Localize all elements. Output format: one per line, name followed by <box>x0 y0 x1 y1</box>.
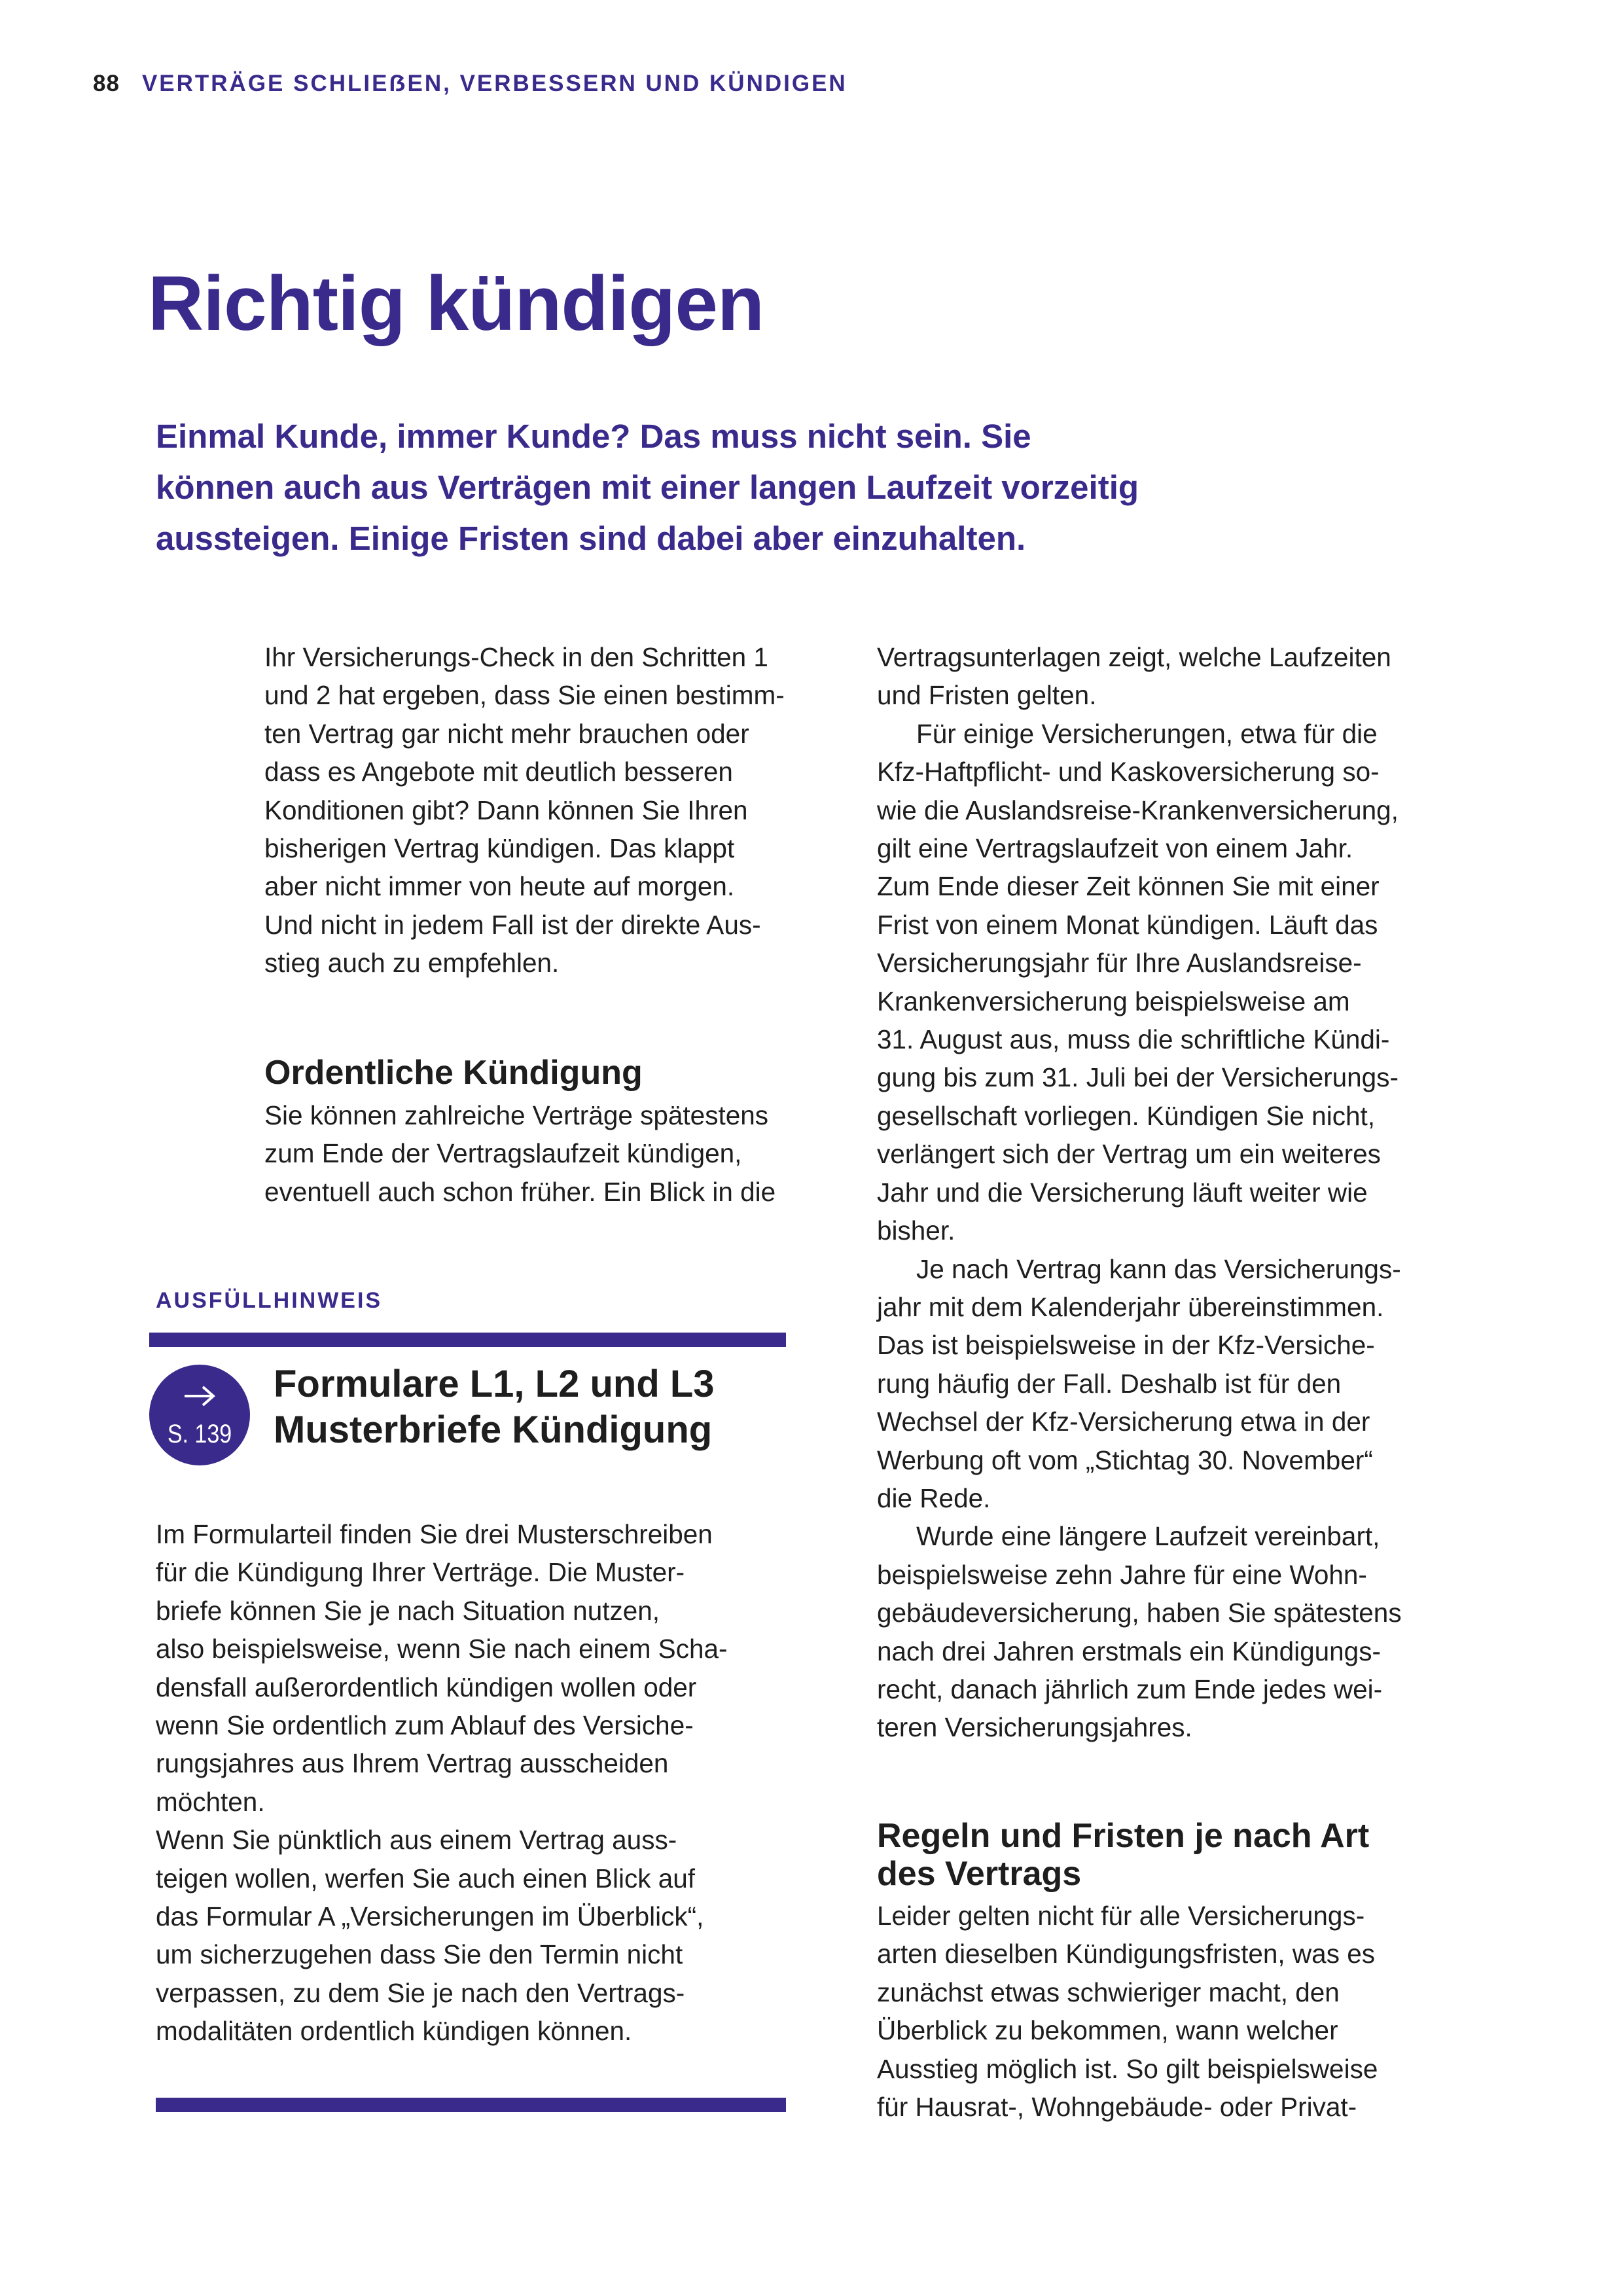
text-line: recht, danach jährlich zum Ende jedes wei- <box>877 1674 1383 1704</box>
text-line: Konditionen gibt? Dann können Sie Ihren <box>264 795 748 825</box>
running-header <box>93 71 847 97</box>
text-line: wenn Sie ordentlich zum Ablauf des Versiche- <box>156 1710 694 1741</box>
text-line: Vertragsunterlagen zeigt, welche Laufzeiten <box>877 642 1391 672</box>
text-line: gebäudeversicherung, haben Sie spätestens <box>877 1598 1402 1628</box>
info-box-title-line: Formulare L1, L2 und L3 <box>274 1363 715 1405</box>
subhead-ordentliche-kuendigung: Ordentliche Kündigung <box>264 1054 643 1092</box>
text-line: also beispielsweise, wenn Sie nach einem Scha- <box>156 1634 728 1664</box>
info-box-title <box>274 1361 715 1453</box>
page-reference-badge[interactable] <box>149 1365 250 1465</box>
text-line: teren Versicherungsjahres. <box>877 1712 1192 1743</box>
text-line: teigen wollen, werfen Sie auch einen Blick auf <box>156 1863 696 1893</box>
text-line: gesellschaft vorliegen. Kündigen Sie nicht, <box>877 1100 1375 1131</box>
text-line: zunächst etwas schwieriger macht, den <box>877 1977 1340 2007</box>
text-line: dass es Angebote mit deutlich besseren <box>264 757 733 787</box>
text-line: Ihr Versicherungs-Check in den Schritten 1 <box>264 642 768 672</box>
page-title: Richtig kündigen <box>148 260 764 347</box>
text-line: Im Formularteil finden Sie drei Musterschreiben <box>156 1519 713 1549</box>
right-column-text <box>877 638 1402 1747</box>
text-line: Sie können zahlreiche Verträge spätestens <box>264 1100 768 1130</box>
text-line: densfall außerordentlich kündigen wollen oder <box>156 1672 697 1702</box>
text-line: bisherigen Vertrag kündigen. Das klappt <box>264 833 735 864</box>
text-line: Wechsel der Kfz-Versicherung etwa in der <box>877 1407 1370 1437</box>
intro-line: Einmal Kunde, immer Kunde? Das muss nicht sein. Sie <box>156 418 1031 455</box>
text-line: Überblick zu bekommen, wann welcher <box>877 2015 1338 2046</box>
text-line: Und nicht in jedem Fall ist der direkte Aus- <box>264 909 761 940</box>
text-line: verpassen, zu dem Sie je nach den Vertrags- <box>156 1977 685 2008</box>
info-box-body <box>156 1515 727 2051</box>
text-line: Je nach Vertrag kann das Versicherungs- <box>916 1253 1401 1284</box>
text-line: Ausstieg möglich ist. So gilt beispielsweise <box>877 2053 1378 2084</box>
text-line: rungsjahres aus Ihrem Vertrag ausscheiden <box>156 1748 669 1779</box>
text-line: stieg auch zu empfehlen. <box>264 948 560 978</box>
text-line: bisher. <box>877 1215 955 1246</box>
text-line: Zum Ende dieser Zeit können Sie mit einer <box>877 871 1380 902</box>
page-reference: S. 139 <box>167 1420 232 1448</box>
text-line: modalitäten ordentlich kündigen können. <box>156 2016 632 2047</box>
subhead-line: Regeln und Fristen je nach Art <box>877 1817 1370 1855</box>
text-line: gung bis zum 31. Juli bei der Versicherungs- <box>877 1062 1399 1093</box>
info-box-title-line: Musterbriefe Kündigung <box>274 1408 713 1451</box>
info-box-label: AUSFÜLLHINWEIS <box>156 1288 383 1313</box>
info-box-top-rule <box>149 1333 786 1347</box>
right-column-text-2 <box>877 1897 1378 2126</box>
text-line: Wenn Sie pünktlich aus einem Vertrag auss- <box>156 1825 677 1856</box>
text-line: zum Ende der Vertragslaufzeit kündigen, <box>264 1138 742 1169</box>
text-line: Jahr und die Versicherung läuft weiter wie <box>877 1177 1368 1208</box>
running-title: VERTRÄGE SCHLIEẞEN, VERBESSERN UND KÜNDIGEN <box>141 71 847 96</box>
left-paragraph-2 <box>264 1096 776 1211</box>
intro-line: können auch aus Verträgen mit einer langen Laufzeit vorzeitig <box>156 469 1139 506</box>
text-line: arten dieselben Kündigungsfristen, was es <box>877 1939 1375 1969</box>
text-line: verlängert sich der Vertrag um ein weiteres <box>877 1139 1381 1170</box>
text-line: das Formular A „Versicherungen im Überblick“, <box>156 1901 704 1932</box>
text-line: und Fristen gelten. <box>877 680 1097 711</box>
text-line: beispielsweise zehn Jahre für eine Wohn- <box>877 1559 1367 1590</box>
text-line: und 2 hat ergeben, dass Sie einen bestimm- <box>264 680 785 711</box>
text-line: rung häufig der Fall. Deshalb ist für den <box>877 1368 1342 1399</box>
text-line: möchten. <box>156 1786 265 1817</box>
text-line: nach drei Jahren erstmals ein Kündigungs- <box>877 1636 1381 1666</box>
text-line: Für einige Versicherungen, etwa für die <box>916 718 1378 749</box>
text-line: für Hausrat-, Wohngebäude- oder Privat- <box>877 2092 1357 2123</box>
text-line: 31. August aus, muss die schriftliche Kündi- <box>877 1024 1390 1055</box>
arrow-right-icon <box>182 1383 217 1409</box>
text-line: eventuell auch schon früher. Ein Blick in die <box>264 1176 776 1207</box>
text-line: briefe können Sie je nach Situation nutzen, <box>156 1595 660 1626</box>
text-line: Das ist beispielsweise in der Kfz-Versiche- <box>877 1330 1375 1361</box>
text-line: wie die Auslandsreise-Krankenversicherung, <box>877 795 1399 825</box>
text-line: Krankenversicherung beispielsweise am <box>877 986 1350 1016</box>
text-line: um sicherzugehen dass Sie den Termin nicht <box>156 1939 683 1970</box>
text-line: Werbung oft vom „Stichtag 30. November“ <box>877 1444 1373 1475</box>
text-line: Frist von einem Monat kündigen. Läuft das <box>877 909 1378 940</box>
text-line: Leider gelten nicht für alle Versicherungs- <box>877 1901 1365 1931</box>
text-line: Versicherungsjahr für Ihre Auslandsreise- <box>877 948 1362 978</box>
intro-lead <box>156 411 1334 564</box>
text-line: die Rede. <box>877 1482 991 1513</box>
text-line: Wurde eine längere Laufzeit vereinbart, <box>916 1521 1380 1552</box>
subhead-line: des Vertrags <box>877 1855 1082 1893</box>
text-line: ten Vertrag gar nicht mehr brauchen oder <box>264 718 749 749</box>
text-line: aber nicht immer von heute auf morgen. <box>264 871 735 902</box>
page-number: 88 <box>93 71 120 96</box>
text-line: jahr mit dem Kalenderjahr übereinstimmen. <box>877 1291 1384 1322</box>
subhead-regeln-und-fristen <box>877 1817 1369 1893</box>
text-line: Kfz-Haftpflicht- und Kaskoversicherung so- <box>877 757 1380 787</box>
intro-line: aussteigen. Einige Fristen sind dabei aber einzuhalten. <box>156 520 1026 557</box>
left-paragraph-1 <box>264 638 785 982</box>
info-box-bottom-rule <box>156 2098 786 2112</box>
text-line: gilt eine Vertragslaufzeit von einem Jahr. <box>877 833 1353 864</box>
text-line: für die Kündigung Ihrer Verträge. Die Muster- <box>156 1557 685 1588</box>
